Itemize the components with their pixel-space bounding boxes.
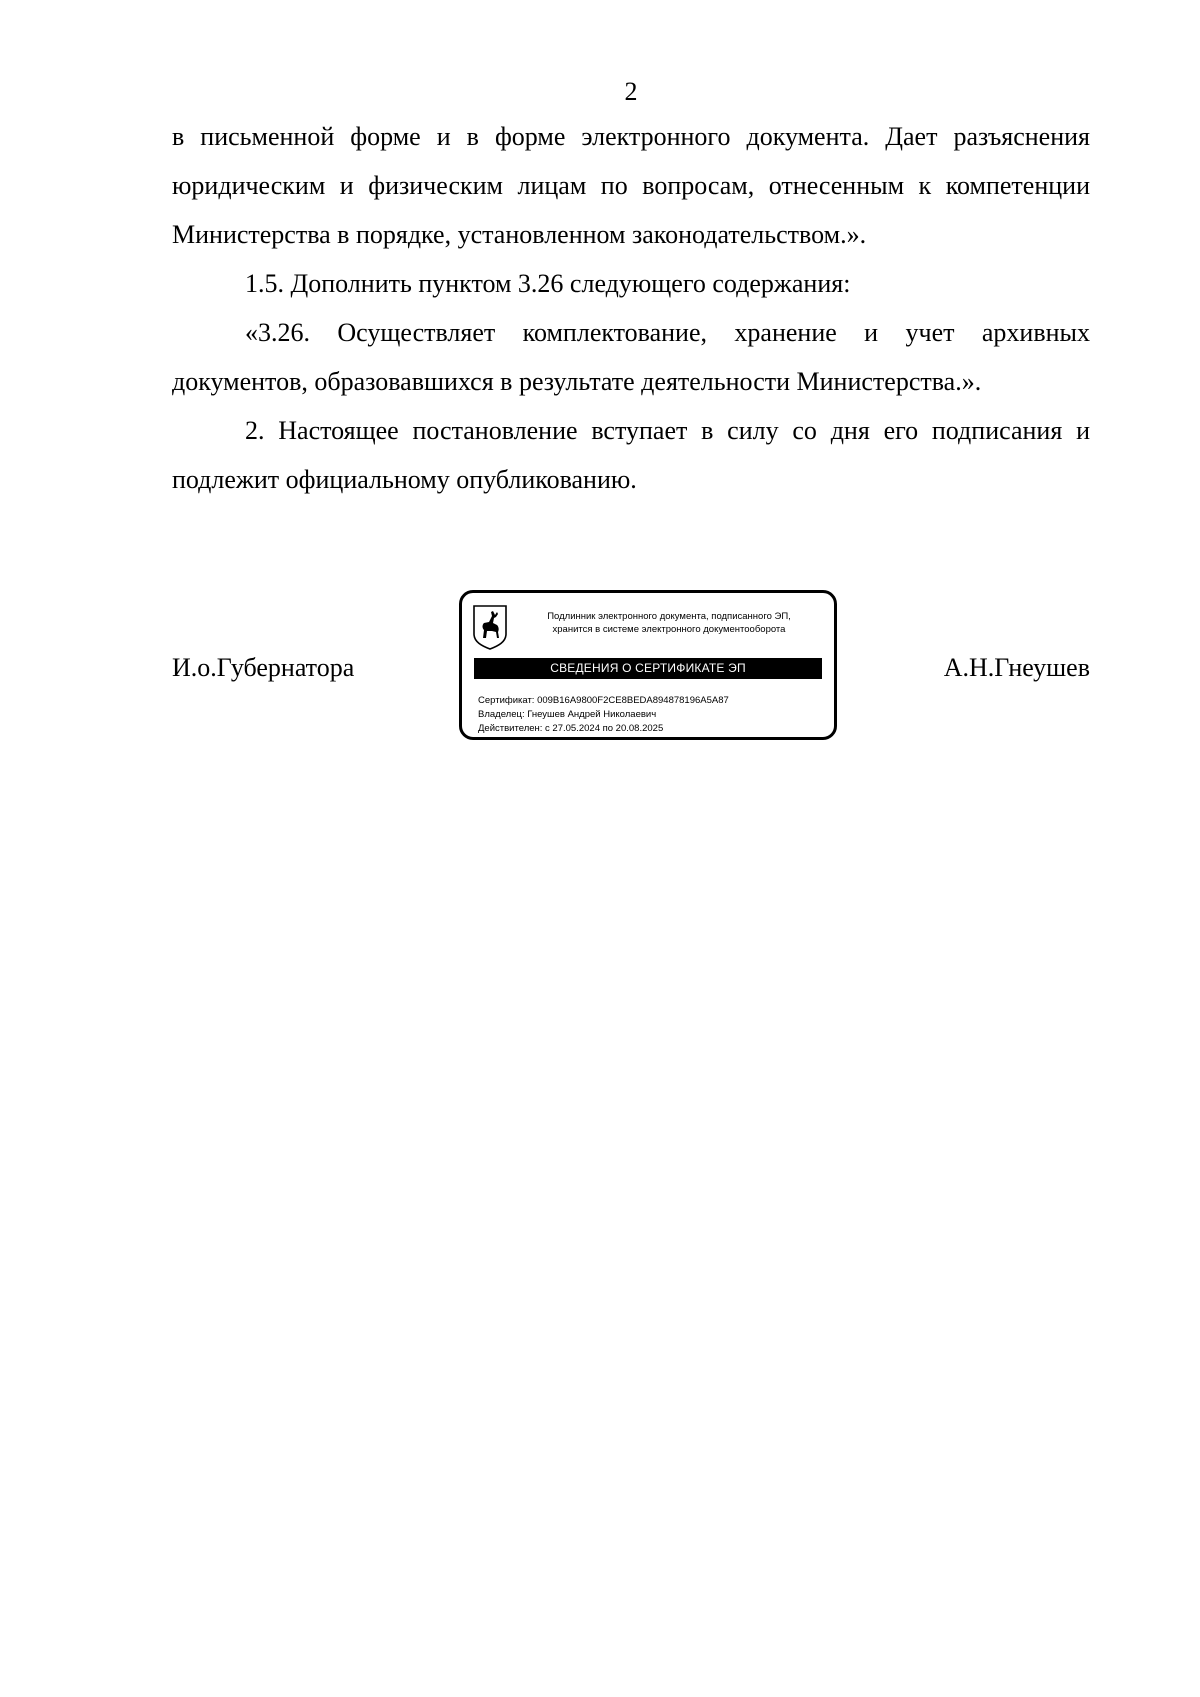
certificate-info-bar: СВЕДЕНИЯ О СЕРТИФИКАТЕ ЭП bbox=[474, 658, 822, 679]
deer-coat-of-arms-icon bbox=[472, 604, 508, 650]
certificate-number: Сертификат: 009B16A9800F2CE8BEDA894878196A5A87 bbox=[478, 695, 729, 706]
certificate-details bbox=[478, 694, 729, 736]
signer-name: А.Н.Гнеушев bbox=[943, 653, 1090, 682]
stamp-header-line-1: Подлинник электронного документа, подписанного ЭП, bbox=[547, 611, 791, 622]
electronic-signature-stamp bbox=[459, 590, 837, 740]
signature-block bbox=[172, 590, 1090, 750]
stamp-header-line-2: хранится в системе электронного документооборота bbox=[552, 624, 786, 635]
paragraph-amendment-1-5: 1.5. Дополнить пунктом 3.26 следующего содержания: bbox=[245, 269, 851, 298]
paragraph-effective-date: 2. Настоящее постановление вступает в силу со дня его подписания и подлежит официальному опубликованию. bbox=[172, 416, 1090, 494]
signer-title: И.о.Губернатора bbox=[172, 653, 355, 682]
certificate-owner: Владелец: Гнеушев Андрей Николаевич bbox=[478, 709, 657, 720]
document-body bbox=[172, 112, 1090, 504]
page-number: 2 bbox=[624, 77, 638, 106]
paragraph-clause-3-26: «3.26. Осуществляет комплектование, хранение и учет архивных документов, образовавшихся в результате деятельности Министерства.». bbox=[172, 318, 1090, 396]
paragraph-continuation: в письменной форме и в форме электронного документа. Дает разъяснения юридическим и физическим лицам по вопросам, отнесенным к компетенции Министерства в порядке, установленном законодательством.». bbox=[172, 122, 1090, 249]
certificate-validity: Действителен: с 27.05.2024 по 20.08.2025 bbox=[478, 723, 664, 734]
stamp-header bbox=[514, 610, 824, 636]
